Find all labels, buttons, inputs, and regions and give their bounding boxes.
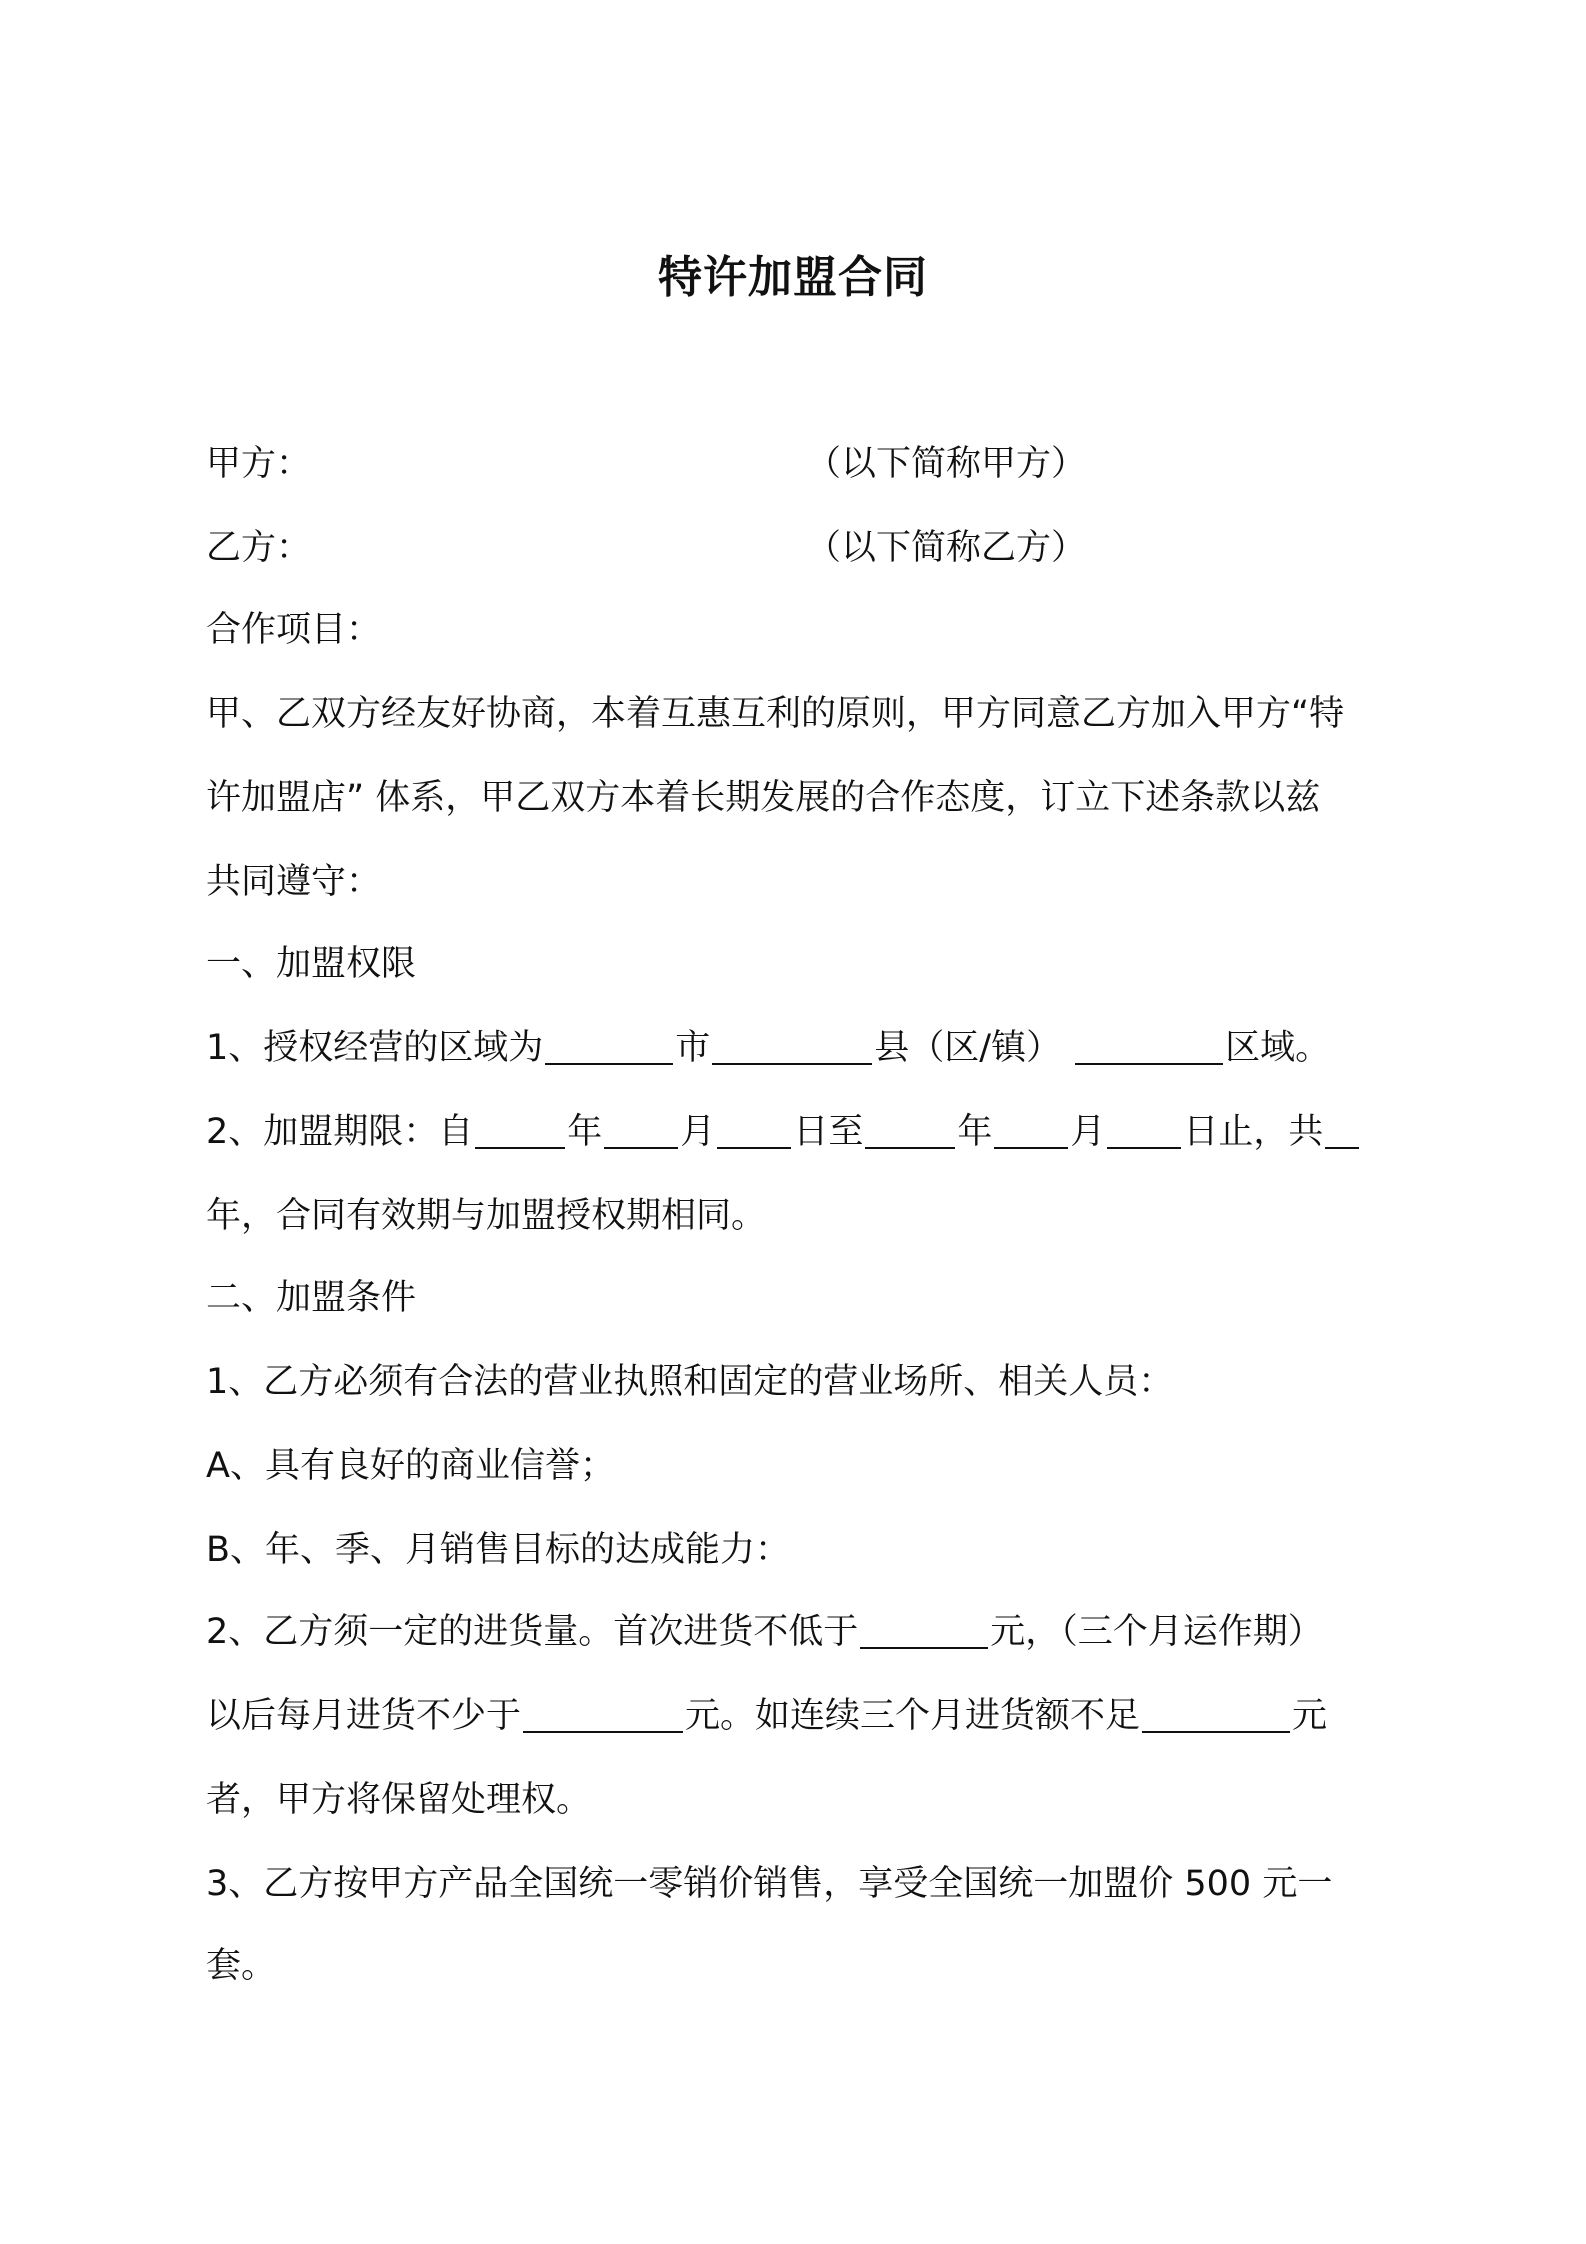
intro-line-2: 许加盟店” 体系，甲乙双方本着长期发展的合作态度，订立下述条款以兹 <box>206 778 1321 818</box>
total-years-blank[interactable] <box>1325 1111 1359 1149</box>
monthly-purchase-prefix: 以后每月进货不少于 <box>206 1696 522 1736</box>
section2-item-b: B、年、季、月销售目标的达成能力： <box>206 1530 791 1570</box>
city-label: 市 <box>675 1028 711 1068</box>
section2-item2-line3: 者，甲方将保留处理权。 <box>206 1780 592 1820</box>
section2-item3-line2: 套。 <box>206 1946 277 1986</box>
end-year-blank[interactable] <box>865 1111 955 1149</box>
city-blank[interactable] <box>545 1027 673 1065</box>
region-prefix: 1、授权经营的区域为 <box>206 1028 544 1068</box>
end-day-label: 日止，共 <box>1183 1112 1324 1152</box>
party-b-line <box>206 522 1396 574</box>
start-month-label: 月 <box>680 1112 716 1152</box>
project-line: 合作项目： <box>206 610 382 650</box>
first-purchase-blank[interactable] <box>860 1611 988 1649</box>
section2-item2-line2 <box>206 1690 1396 1742</box>
section2-item3-line1: 3、乙方按甲方产品全国统一零销价销售，享受全国统一加盟价 500 元一 <box>206 1864 1333 1904</box>
party-a-line <box>206 438 1396 490</box>
region-suffix: 区域。 <box>1225 1028 1331 1068</box>
monthly-purchase-blank[interactable] <box>523 1695 683 1733</box>
section2-item1: 1、乙方必须有合法的营业执照和固定的营业场所、相关人员： <box>206 1362 1174 1402</box>
party-b-label: 乙方： <box>206 528 312 568</box>
end-day-blank[interactable] <box>1107 1111 1181 1149</box>
intro-line-1: 甲、乙双方经友好协商，本着互惠互利的原则，甲方同意乙方加入甲方“特 <box>206 694 1345 734</box>
shortfall-blank[interactable] <box>1142 1695 1290 1733</box>
section2-item2-line1 <box>206 1606 1396 1658</box>
section1-item2-line2: 年，合同有效期与加盟授权期相同。 <box>206 1196 767 1236</box>
start-year-label: 年 <box>567 1112 603 1152</box>
end-month-blank[interactable] <box>994 1111 1068 1149</box>
first-purchase-mid: 元，（三个月运作期） <box>990 1612 1323 1652</box>
county-blank[interactable] <box>712 1027 872 1065</box>
party-b-note: （以下简称乙方） <box>806 528 1087 568</box>
end-month-label: 月 <box>1070 1112 1106 1152</box>
section2-heading: 二、加盟条件 <box>206 1278 417 1318</box>
section1-item1 <box>206 1022 1396 1074</box>
start-month-blank[interactable] <box>604 1111 678 1149</box>
monthly-purchase-mid: 元。如连续三个月进货额不足 <box>685 1696 1141 1736</box>
section2-item-a: A、具有良好的商业信誉； <box>206 1446 615 1486</box>
district-blank[interactable] <box>1075 1027 1223 1065</box>
end-year-label: 年 <box>957 1112 993 1152</box>
county-label: 县（区/镇） <box>874 1028 1062 1068</box>
section1-item2 <box>206 1106 1396 1158</box>
section1-heading: 一、加盟权限 <box>206 944 417 984</box>
party-a-note: （以下简称甲方） <box>806 444 1087 484</box>
shortfall-suffix: 元 <box>1292 1696 1328 1736</box>
start-day-label: 日至 <box>793 1112 864 1152</box>
document-title: 特许加盟合同 <box>658 252 928 303</box>
start-year-blank[interactable] <box>475 1111 565 1149</box>
party-a-label: 甲方： <box>206 444 312 484</box>
term-prefix: 2、加盟期限：自 <box>206 1112 474 1152</box>
intro-line-3: 共同遵守： <box>206 862 382 902</box>
first-purchase-prefix: 2、乙方须一定的进货量。首次进货不低于 <box>206 1612 859 1652</box>
start-day-blank[interactable] <box>717 1111 791 1149</box>
